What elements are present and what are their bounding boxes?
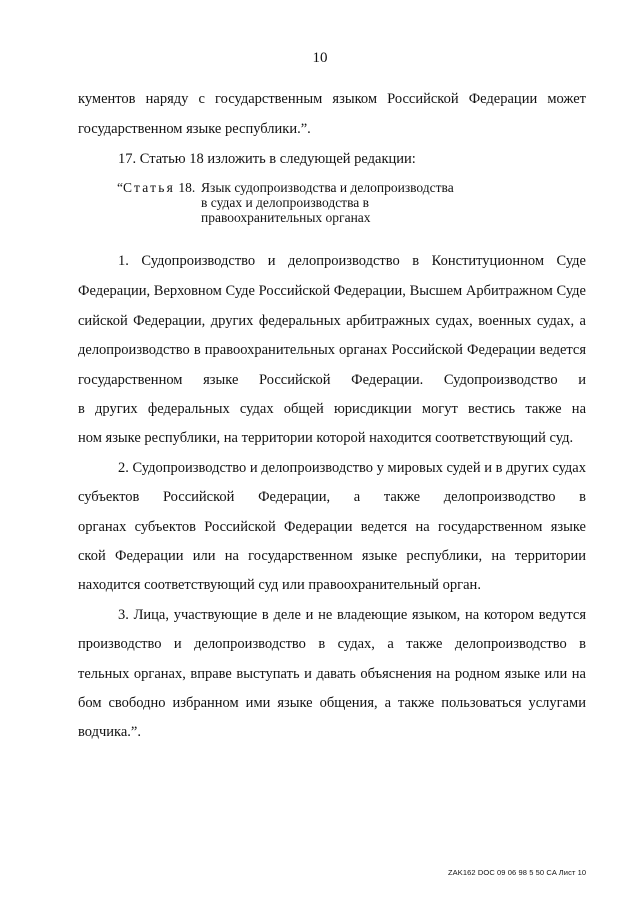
para-3-line-2: производство и делопроизводство в судах, а также делопроизводство в: [78, 636, 586, 652]
article-title-line-2: в судах и делопроизводства в: [201, 195, 370, 210]
para-1-line-7: ном языке республики, на территории которой находится соответствующий суд.: [78, 430, 574, 446]
article-label: Статья: [123, 180, 175, 195]
para-2-line-3: органах субъектов Российской Федерации ведется на государственном языке: [78, 519, 586, 535]
page-number: 10: [312, 50, 328, 66]
item-17: 17. Статью 18 изложить в следующей редакции:: [118, 151, 416, 167]
article-open-quote: “: [117, 180, 123, 195]
document-footer: ZAK162 DOC 09 06 98 5 50 CA Лист 10: [448, 868, 587, 877]
intro-line-1: кументов наряду с государственным языком Российской Федерации может: [78, 91, 586, 107]
para-3-line-5: водчика.”.: [78, 724, 141, 740]
para-3-line-3: тельных органах, вправе выступать и давать объяснения на родном языке или на: [78, 666, 586, 682]
para-1-line-6: в других федеральных судах общей юрисдикции могут вестись также на: [78, 401, 586, 417]
para-2-line-1: 2. Судопроизводство и делопроизводство у мировых судей и в других судах: [118, 460, 586, 476]
para-3-line-1: 3. Лица, участвующие в деле и не владеющие языком, на котором ведутся: [118, 607, 586, 623]
article-title-line-3: правоохранительных органах: [201, 210, 371, 225]
para-3-line-4: бом свободно избранном ими языке общения, а также пользоваться услугами: [78, 695, 586, 711]
para-2-line-5: находится соответствующий суд или правоохранительный орган.: [78, 577, 481, 593]
para-1-line-3: сийской Федерации, других федеральных арбитражных судах, военных судах, а: [78, 313, 586, 329]
article-heading: [117, 180, 195, 196]
para-1-line-2: Федерации, Верховном Суде Российской Федерации, Высшем Арбитражном Суде: [78, 283, 586, 299]
para-1-line-5: государственном языке Российской Федерации. Судопроизводство и: [78, 372, 586, 388]
article-title-line-1: Язык судопроизводства и делопроизводства: [201, 180, 454, 195]
para-1-line-4: делопроизводство в правоохранительных органах Российской Федерации ведется: [78, 342, 586, 358]
para-2-line-2: субъектов Российской Федерации, а также делопроизводство в: [78, 489, 586, 505]
para-1-line-1: 1. Судопроизводство и делопроизводство в Конституционном Суде: [118, 253, 586, 269]
para-2-line-4: ской Федерации или на государственном языке республики, на территории: [78, 548, 586, 564]
intro-line-2: государственном языке республики.”.: [78, 121, 311, 137]
article-number: 18.: [178, 180, 196, 195]
